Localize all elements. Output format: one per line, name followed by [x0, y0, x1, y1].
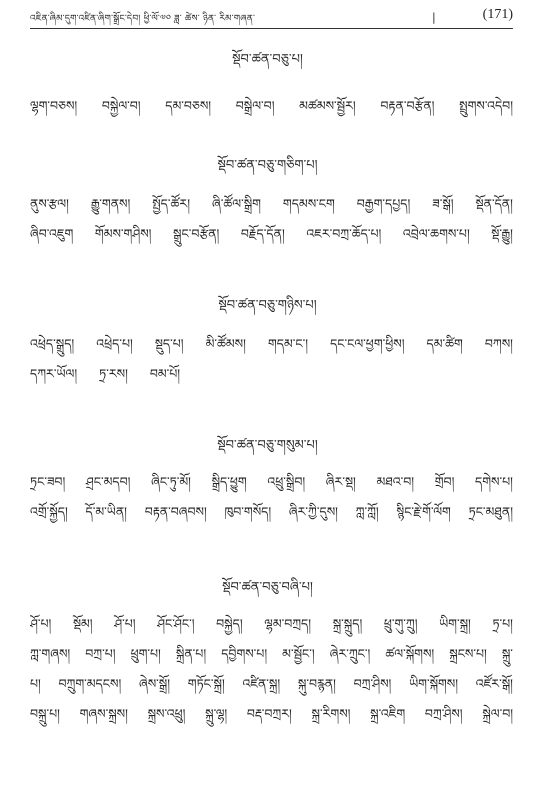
vocab-term: ནུས་རྩལ། — [30, 196, 69, 211]
vocab-term: གདམ་ང་། — [267, 336, 309, 351]
vocab-term: གདམས་ངག — [282, 196, 335, 211]
vocab-term: ལྷག་བཅས། — [30, 98, 78, 113]
vocab-line — [30, 498, 513, 533]
running-title: འཇིན་ཞིམ་དུག་འཛིན་ཞིག་སྒྲོང་དེབ། ཕྱི་ལོ་༧༠ ཟླ་ ཚེས་ ཉིན་ རིམ་གཞན་ — [30, 14, 256, 24]
vocab-term: སྐྲ་རིགས། — [311, 706, 351, 721]
vocab-term: འཕྲུ་སྒྲིབ། — [267, 474, 306, 489]
vocab-term: ཞིང་ཏུ་མོ། — [151, 474, 191, 489]
vocab-term: བཀྲ་ཤིས། — [353, 676, 392, 691]
vocab-term: འབྲེལ་ཆགས་པ། — [402, 226, 470, 241]
vocab-term: ཕྲུ་གུ་ཀྲུ། — [383, 616, 418, 631]
vocab-term: ཞིར་སྡ། — [325, 474, 356, 489]
running-header — [30, 8, 513, 30]
vocab-term: སྡུད་པ། — [154, 336, 184, 351]
vocab-term: སྐྲ་སྐྲུད། — [332, 616, 363, 631]
vocab-term: སྒྲུང་བརྩོན། — [173, 226, 220, 241]
vocab-term: གོམས་གཤིས། — [94, 226, 152, 241]
section-title: སྡོབ་ཚན་བཅུ་གཅིག་པ། — [217, 158, 318, 173]
vocab-term: སྐྲས་འཕྲུ། — [147, 706, 186, 721]
section-title: སྡོབ་ཚན་བཅུ་བཞི་པ། — [222, 580, 313, 595]
vocab-term: སྐྲངས་པ། — [449, 646, 487, 661]
vocab-term: འཛོར་སྒོ། — [475, 676, 513, 691]
vocab-line — [30, 700, 513, 735]
vocab-term: ཤོ་པ། — [30, 616, 52, 631]
vocab-term: སྐྲུ་ — [501, 646, 513, 661]
vocab-term: ཞིབ་འཇུག — [30, 226, 74, 241]
vocab-term: དཀར་ཡོལ། — [30, 366, 78, 381]
vocab-term: བསྒྲེལ་བ། — [235, 98, 275, 113]
vocab-term: སྐྲ་འཇིག — [370, 706, 406, 721]
vocab-term: མི་ཚོམས། — [205, 336, 246, 351]
vocab-term: ཏྲ་པ། — [492, 616, 513, 631]
vocab-term: འཕྲེད་པ། — [96, 336, 133, 351]
vocab-term: སྐྲིན་པ། — [175, 646, 207, 661]
vocab-term: གཞས་སྐྲས། — [79, 706, 128, 721]
vocab-term: ལྷམ་བཀྲད། — [264, 616, 312, 631]
vocab-term: སྤྲུགས་འདེབ། — [459, 98, 513, 113]
vocab-term: ཏྲ་རས། — [99, 366, 128, 381]
vocab-term: བཀྲུག་མདངས། — [58, 676, 122, 691]
vocab-term: མ་སྦྱོང་། — [282, 646, 315, 661]
vocab-term: ཡིག་སྐོགས། — [409, 676, 459, 691]
vocab-term: ཚལ་སྐོགས། — [385, 646, 435, 661]
vocab-term: ཡིག་སྐྲ། — [439, 616, 471, 631]
vocab-term: སྡོ་རྒྱུ། — [491, 226, 513, 241]
vocab-term: བམ་པོ། — [149, 366, 181, 381]
vocab-term: ཟ་སྒོ། — [432, 196, 454, 211]
vocab-term: དགེས་པ། — [475, 474, 513, 489]
vocab-term: སྙིང་རྗེ་གོ་ལོག — [396, 504, 451, 519]
vocab-term: སྒྲིད་ཕྱུག — [211, 474, 247, 489]
vocab-term: ཕྲུག་པ། — [130, 646, 161, 661]
vocab-term: ཁུབ་གསོད། — [224, 504, 272, 519]
vocab-term: འཇར་བཀྲ་ཆོད་པ། — [306, 226, 382, 241]
vocab-term: དབྱིགས་པ། — [221, 646, 268, 661]
vocab-term: སྐུ་བརྙན། — [297, 676, 336, 691]
vocab-term: དམ་ཚིག — [426, 336, 463, 351]
vocab-term: འགྲོ་སྐྱོད། — [30, 504, 68, 519]
vocab-term: བརྗོད་དོན། — [240, 226, 285, 241]
vocab-term: སྐྲེལ་བ། — [482, 706, 513, 721]
vocab-term: སྤྱོད་ཚོར། — [152, 196, 190, 211]
vocab-term: ཀླ་ཀློ། — [355, 504, 379, 519]
vocab-term: པ། — [30, 676, 41, 691]
vocab-term: བརྒྱག་དཔྱད། — [356, 196, 411, 211]
vocab-term: ཞེར་ཀྲུང་། — [329, 646, 371, 661]
vocab-term: ཀླ་གཞས། — [30, 646, 71, 661]
vocab-term: ཤྲང་མདབ། — [85, 474, 131, 489]
header-separator: | — [432, 11, 436, 24]
vocab-term: རྒྱུ་གནས། — [90, 196, 131, 211]
vocab-term: དང་ངལ་ཕྱག་ཕྱིས། — [330, 336, 405, 351]
section-title: སྡོབ་ཚན་བཅུ་པ། — [232, 52, 303, 67]
vocab-line — [30, 220, 513, 255]
vocab-term: ཤོང་ཤོང་། — [157, 616, 195, 631]
header-rule — [30, 28, 513, 29]
vocab-term: བསྐྲུ་པ། — [30, 706, 60, 721]
vocab-term: སྡོན་དོན། — [475, 196, 513, 211]
page-number: (171) — [482, 7, 513, 22]
vocab-term: ཤོ་པ། — [114, 616, 136, 631]
vocab-term: གྲོབ། — [434, 474, 455, 489]
vocab-term: བཀྲ་ཤིས། — [424, 706, 463, 721]
vocab-term: དོ་མ་ཡིན། — [85, 504, 127, 519]
vocab-term: བསྐྱེལ་བ། — [101, 98, 141, 113]
vocab-line — [30, 360, 513, 395]
vocab-term: སྡོམ། — [72, 616, 93, 631]
vocab-term: བརྟན་བརྩོན། — [380, 98, 435, 113]
vocab-line — [30, 92, 513, 127]
section-title: སྡོབ་ཚན་བཅུ་གཉིས་པ། — [218, 298, 317, 313]
vocab-term: མཚམས་སྦྱོར། — [299, 98, 356, 113]
vocab-term: མཐའ་བ། — [376, 474, 415, 489]
vocab-term: དམ་བཅས། — [165, 98, 212, 113]
vocab-term: བཀྲ་པ། — [85, 646, 116, 661]
vocab-term: གཏོང་སྐྲོ། — [187, 676, 225, 691]
vocab-term: ཞིར་ཀྱི་དུས། — [288, 504, 338, 519]
vocab-term: ཏྲང་ཟབ། — [30, 474, 66, 489]
vocab-term: སྐྲུ་ལྷ། — [205, 706, 228, 721]
vocab-term: བསྐྱེད། — [216, 616, 243, 631]
vocab-term: ཞི་ཚོལ་སྒྲིག — [211, 196, 261, 211]
vocab-term: བརྟན་བཞབས། — [144, 504, 207, 519]
vocab-term: བརྡ་བཀྲར། — [246, 706, 292, 721]
vocab-term: འཛིན་སྐྲ། — [242, 676, 281, 691]
section-title: སྡོབ་ཚན་བཅུ་གསུམ་པ། — [217, 438, 318, 453]
vocab-term: ཞེས་སྒྲོ། — [138, 676, 171, 691]
vocab-term: ཏྲང་མཐུན། — [468, 504, 513, 519]
vocab-term: འཕྲེད་སྒྲུད། — [30, 336, 75, 351]
vocab-term: བཀས། — [484, 336, 513, 351]
